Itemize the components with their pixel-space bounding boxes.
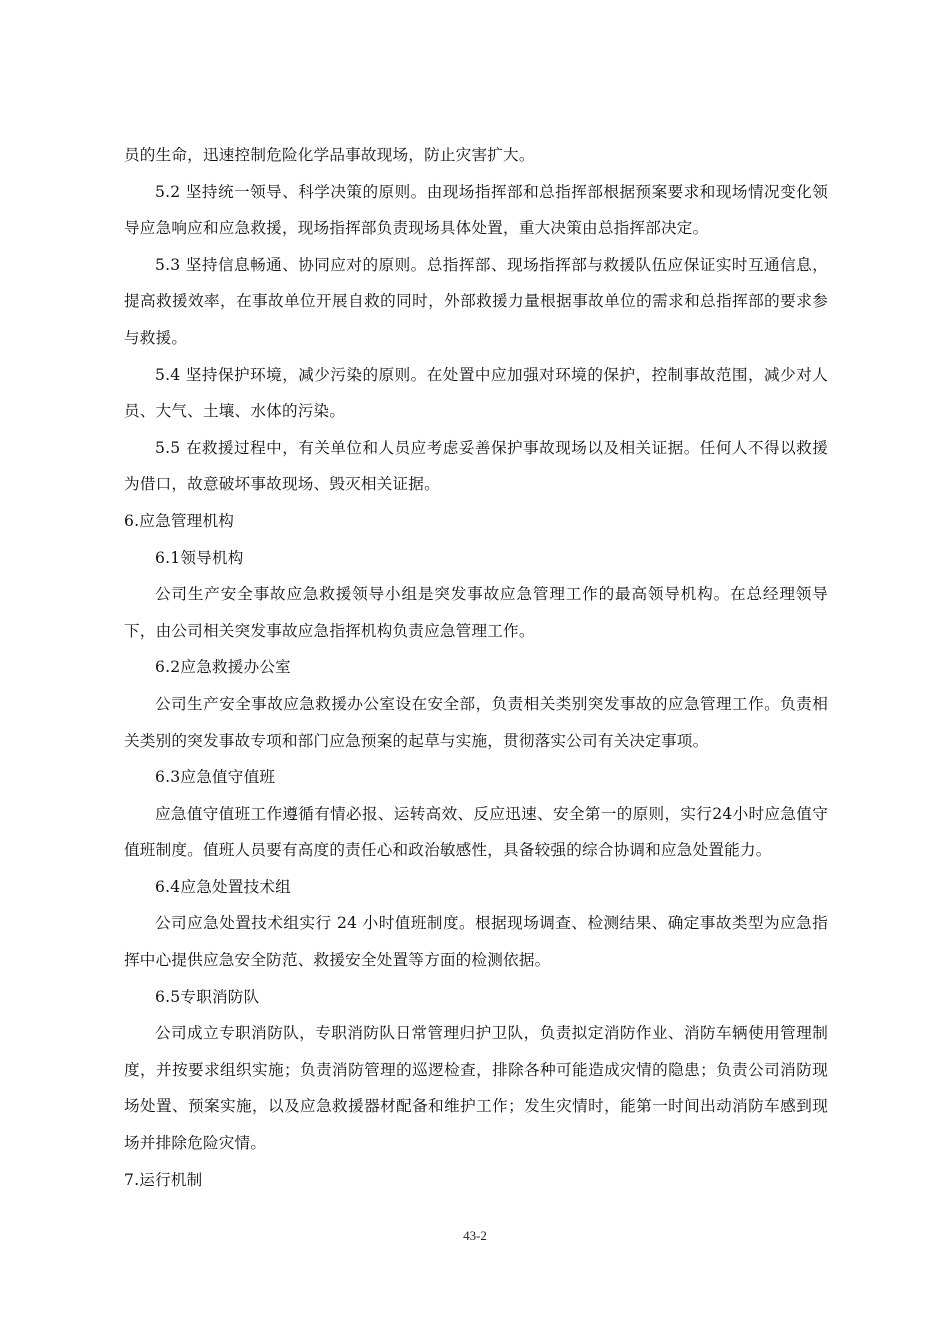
paragraph-6-3-body: 应急值守值班工作遵循有情必报、运转高效、反应迅速、安全第一的原则，实行24小时应急值守值班制度。值班人员要有高度的责任心和政治敏感性，具备较强的综合协调和应急处置能力。 [124, 804, 828, 860]
paragraph-6-4-body: 公司应急处置技术组实行 24 小时值班制度。根据现场调查、检测结果、确定事故类型为应急指挥中心提供应急安全防范、救援安全处置等方面的检测依据。 [124, 914, 828, 970]
heading-section-6: 6.应急管理机构 [124, 511, 235, 530]
paragraph-5-3: 5.3 坚持信息畅通、协同应对的原则。总指挥部、现场指挥部与救援队伍应保证实时互通信息，提高救援效率，在事故单位开展自救的同时，外部救援力量根据事故单位的需求和总指挥部的要求参与救援。 [124, 255, 828, 347]
document-body [124, 137, 828, 1198]
heading-6-2: 6.2应急救援办公室 [155, 658, 291, 677]
heading-6-5: 6.5专职消防队 [155, 987, 260, 1006]
paragraph-continuation: 员的生命，迅速控制危险化学品事故现场，防止灾害扩大。 [124, 146, 535, 164]
paragraph-5-2: 5.2 坚持统一领导、科学决策的原则。由现场指挥部和总指挥部根据预案要求和现场情况变化领导应急响应和应急救援，现场指挥部负责现场具体处置，重大决策由总指挥部决定。 [124, 182, 828, 238]
paragraph-5-5: 5.5 在救援过程中，有关单位和人员应考虑妥善保护事故现场以及相关证据。任何人不得以救援为借口，故意破坏事故现场、毁灭相关证据。 [124, 438, 828, 494]
heading-6-1: 6.1领导机构 [155, 548, 244, 567]
heading-6-3: 6.3应急值守值班 [155, 768, 276, 787]
paragraph-6-5-body: 公司成立专职消防队，专职消防队日常管理归护卫队，负责拟定消防作业、消防车辆使用管理制度，并按要求组织实施；负责消防管理的巡逻检查，排除各种可能造成灾情的隐患；负责公司消防现场处置、预案实施，以及应急救援器材配备和维护工作；发生灾情时，能第一时间出动消防车感到现场并排除危险灾情。 [124, 1024, 828, 1153]
paragraph-5-4: 5.4 坚持保护环境，减少污染的原则。在处置中应加强对环境的保护，控制事故范围，减少对人员、大气、土壤、水体的污染。 [124, 365, 828, 421]
paragraph-6-2-body: 公司生产安全事故应急救援办公室设在安全部，负责相关类别突发事故的应急管理工作。负责相关类别的突发事故专项和部门应急预案的起草与实施，贯彻落实公司有关决定事项。 [124, 694, 828, 750]
heading-6-4: 6.4应急处置技术组 [155, 877, 291, 896]
paragraph-6-1-body: 公司生产安全事故应急救援领导小组是突发事故应急管理工作的最高领导机构。在总经理领导下，由公司相关突发事故应急指挥机构负责应急管理工作。 [124, 585, 828, 640]
heading-section-7: 7.运行机制 [124, 1170, 203, 1189]
page-number: 43-2 [463, 1228, 487, 1243]
